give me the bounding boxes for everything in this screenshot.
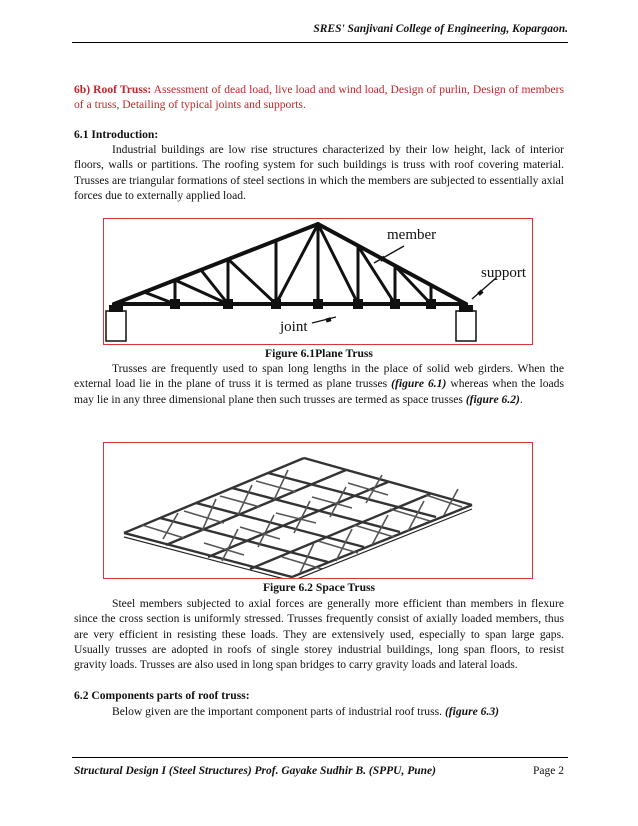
para2-b: whereas when the loads may lie in any three dimensional plane then such trusses are termed as space trusses: [74, 377, 564, 406]
paragraph-plane-space: [74, 361, 564, 407]
plane-truss-drawing: [104, 219, 532, 344]
section-intro-label: 6b) Roof Truss:: [74, 83, 152, 96]
paragraph-axial-members: Steel members subjected to axial forces are generally more efficient than members in flexure since the cross section is uniformly stressed. Trusses frequently consist of axially loaded members, thus are very efficient in resisting these loads. They are extensively used, especially to span large gaps. Usually trusses are adopted in roofs of single storey industrial buildings, long span floors, to resist gravity loads. Trusses are also used in long span bridges to carry gravity loads and lateral loads.: [74, 597, 564, 672]
components-text: Below given are the important component parts of industrial roof truss.: [112, 705, 445, 718]
label-member: member: [387, 227, 437, 243]
figure-space-truss: [103, 442, 533, 579]
para2-c: .: [519, 392, 523, 406]
components-paragraph: [74, 704, 564, 719]
heading-6-1: 6.1 Introduction:: [74, 128, 159, 141]
header-rule: [72, 42, 568, 43]
caption-figure-6-2: Figure 6.2 Space Truss: [262, 581, 376, 594]
section-intro: [74, 82, 564, 113]
ref-figure-6-2: (figure 6.2): [465, 392, 520, 406]
label-support: support: [481, 265, 526, 281]
caption-figure-6-1: Figure 6.1Plane Truss: [265, 347, 373, 360]
running-header: SRES' Sanjivani College of Engineering, Kopargaon.: [313, 23, 568, 35]
figure-plane-truss: [103, 218, 533, 345]
section-intro-text: Assessment of dead load, live load and wind load, Design of purlin, Design of members of a truss, Detailing of typical joints and supports.: [74, 83, 564, 112]
footer-text: Structural Design I (Steel Structures) Prof. Gayake Sudhir B. (SPPU, Pune): [74, 765, 436, 777]
para2-a: Trusses are frequently used to span long lengths in the place of solid web girders. When the external load lie in the plane of truss it is termed as plane trusses: [74, 362, 564, 391]
page-number: Page 2: [533, 765, 564, 777]
footer: [74, 765, 564, 777]
heading-6-2: 6.2 Components parts of roof truss:: [74, 689, 250, 702]
space-truss-drawing: [104, 443, 532, 578]
label-joint: joint: [280, 319, 308, 335]
footer-rule: [72, 757, 568, 758]
ref-figure-6-1: (figure 6.1): [391, 377, 447, 391]
intro-paragraph: Industrial buildings are low rise structures characterized by their low height, lack of interior floors, walls or partitions. The roofing system for such buildings is truss with roof covering material. Trusses are triangular formations of steel sections in which the members are subjected to essentially axial forces due to externally applied load.: [74, 143, 564, 202]
ref-figure-6-3: (figure 6.3): [444, 705, 500, 718]
